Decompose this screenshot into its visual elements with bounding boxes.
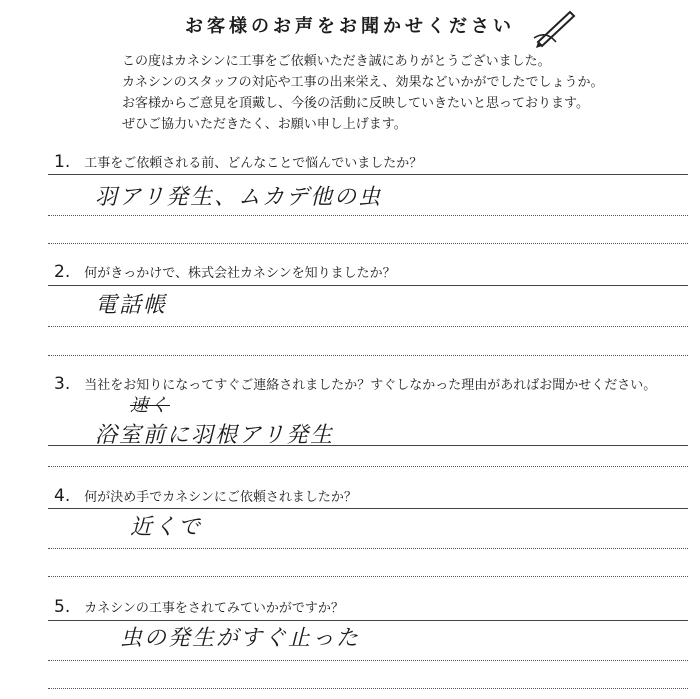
answer-line [48,285,688,286]
handwritten-answer-1: 羽アリ発生、ムカデ他の虫 [95,185,383,210]
answer-line [48,215,688,216]
question-number: 3. [54,374,71,394]
answer-line [48,660,688,661]
question-number: 2. [54,262,71,282]
answer-line [48,174,688,175]
intro-line: カネシンのスタッフの対応や工事の出来栄え、効果などいかがでしたでしょうか。 [122,75,604,90]
question-1 [54,152,422,172]
handwritten-answer-4: 近くで [130,515,203,540]
question-number: 4. [54,486,71,506]
handwritten-answer-5: 虫の発生がすぐ止った [120,626,361,651]
handwritten-struck-text: 速く [130,395,170,416]
question-number: 1. [54,152,71,172]
answer-line [48,445,688,446]
answer-line [48,688,688,689]
question-text: 何が決め手でカネシンにご依頼されましたか？ [84,490,357,505]
intro-line: お客様からご意見を頂戴し、今後の活動に反映していきたいと思っております。 [122,96,589,111]
answer-line [48,243,688,244]
answer-line [48,326,688,327]
handwritten-answer-3: 浴室前に羽根アリ発生 [95,423,335,448]
answer-line [48,466,688,467]
page-title: お客様のお声をお聞かせください [185,16,515,37]
answer-line [48,508,688,509]
question-5 [54,597,344,617]
question-text: 当社をお知りになってすぐご連絡されましたか？すぐしなかった理由があればお聞かせください。 [84,378,657,393]
answer-line [48,576,688,577]
pen-icon [530,8,580,50]
answer-line [48,355,688,356]
question-text: カネシンの工事をされてみていかがですか？ [84,601,344,616]
intro-line: この度はカネシンに工事をご依頼いただき誠にありがとうございました。 [122,54,551,69]
question-text: 工事をご依頼される前、どんなことで悩んでいましたか？ [84,156,423,171]
intro-line: ぜひご協力いただきたく、お願い申し上げます。 [122,117,407,132]
handwritten-answer-2: 電話帳 [95,293,168,318]
answer-line [48,548,688,549]
question-text: 何がきっかけで、株式会社カネシンを知りましたか？ [84,266,396,281]
intro-text [122,51,603,135]
question-2 [54,262,396,282]
question-4 [54,486,357,506]
question-number: 5. [54,597,71,617]
